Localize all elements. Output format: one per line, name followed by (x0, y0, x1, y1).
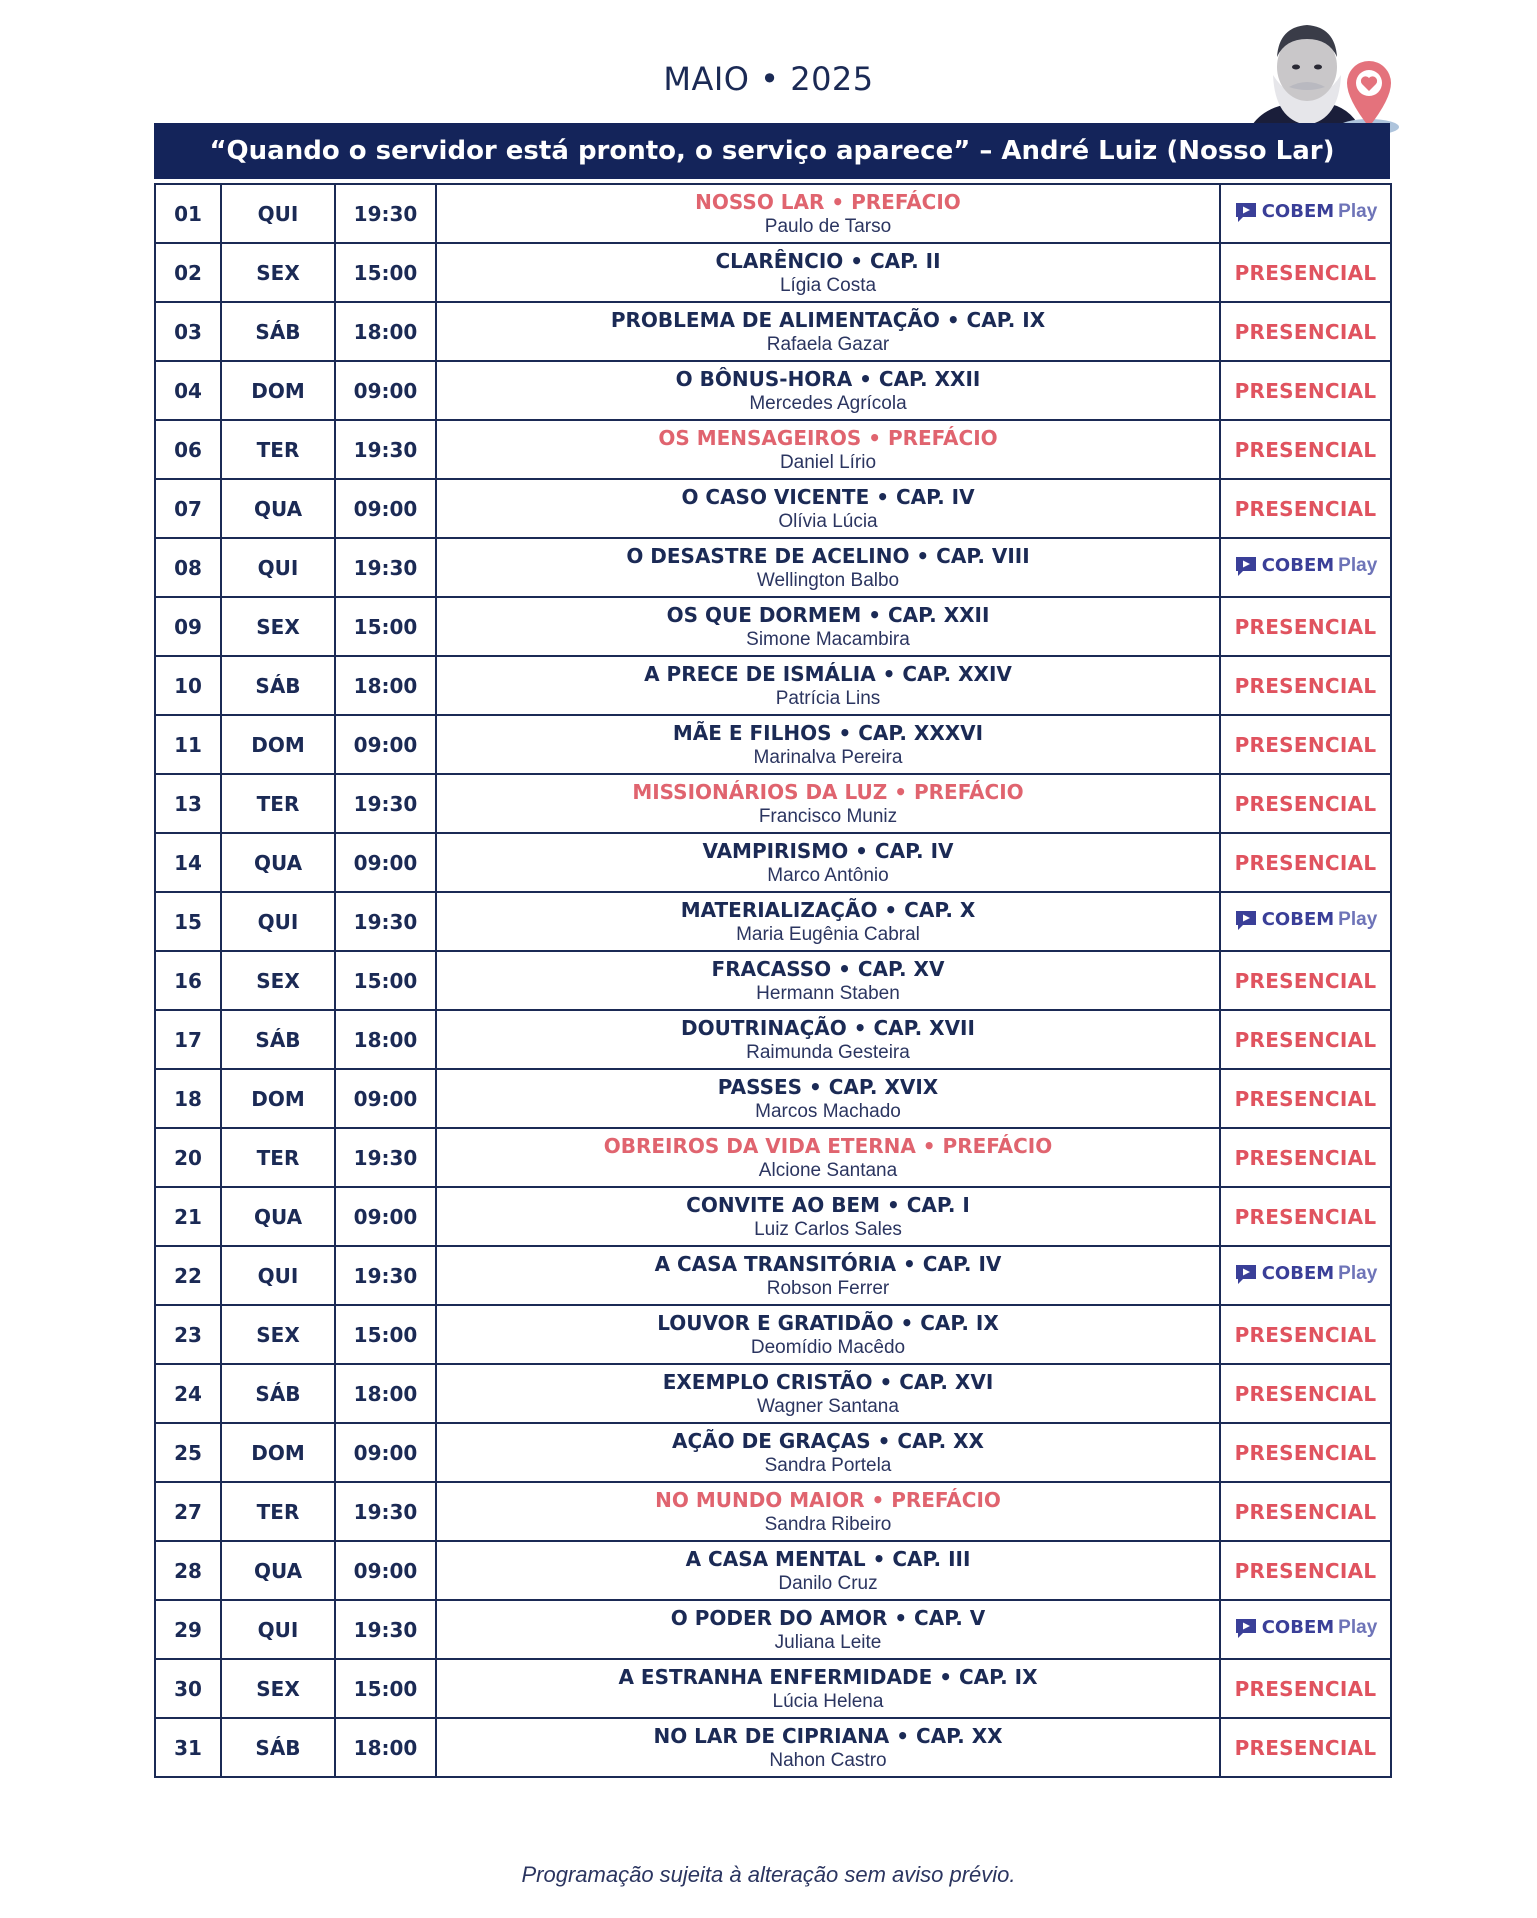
weekday-cell: DOM (221, 361, 335, 420)
speaker-name: Daniel Lírio (779, 451, 877, 473)
topic-title: NOSSO LAR • PREFÁCIO (695, 189, 961, 214)
speaker-name: Mercedes Agrícola (749, 392, 907, 414)
topic-cell (436, 892, 1220, 951)
mode-cell (1220, 715, 1391, 774)
weekday-cell: SÁB (221, 1010, 335, 1069)
topic-cell (436, 774, 1220, 833)
quote-banner: “Quando o servidor está pronto, o serviço aparece” – André Luiz (Nosso Lar) (154, 123, 1390, 179)
speaker-name: Lúcia Helena (772, 1690, 884, 1712)
topic-title: VAMPIRISMO • CAP. IV (702, 838, 954, 863)
cobem-suffix: Play (1338, 1616, 1378, 1638)
topic-title: O DESASTRE DE ACELINO • CAP. VIII (626, 543, 1030, 568)
time-cell: 19:30 (335, 1128, 436, 1187)
speaker-name: Marinalva Pereira (753, 746, 903, 768)
day-cell: 30 (155, 1659, 221, 1718)
day-cell: 15 (155, 892, 221, 951)
topic-cell (436, 715, 1220, 774)
day-cell: 31 (155, 1718, 221, 1777)
day-cell: 02 (155, 243, 221, 302)
day-cell: 27 (155, 1482, 221, 1541)
time-cell: 18:00 (335, 1010, 436, 1069)
presencial-label: PRESENCIAL (1234, 1440, 1377, 1465)
mode-cell (1220, 1305, 1391, 1364)
day-cell: 24 (155, 1364, 221, 1423)
topic-title: MÃE E FILHOS • CAP. XXXVI (672, 720, 984, 745)
cobem-brand: COBEM (1261, 909, 1335, 930)
mode-cell (1220, 243, 1391, 302)
cobem-brand: COBEM (1261, 1263, 1335, 1284)
speaker-name: Marco Antônio (767, 864, 889, 886)
day-cell: 23 (155, 1305, 221, 1364)
mode-cell (1220, 184, 1391, 243)
time-cell: 19:30 (335, 1246, 436, 1305)
cobem-play-logo (1234, 909, 1378, 931)
time-cell: 19:30 (335, 774, 436, 833)
mode-cell (1220, 420, 1391, 479)
cobem-suffix: Play (1338, 908, 1378, 930)
mode-cell (1220, 1718, 1391, 1777)
table-row (155, 1718, 1391, 1777)
weekday-cell: QUA (221, 1541, 335, 1600)
speaker-name: Hermann Staben (756, 982, 900, 1004)
time-cell: 19:30 (335, 184, 436, 243)
topic-title: OS QUE DORMEM • CAP. XXII (666, 602, 990, 627)
time-cell: 09:00 (335, 833, 436, 892)
weekday-cell: SÁB (221, 656, 335, 715)
presencial-label: PRESENCIAL (1234, 437, 1377, 462)
day-cell: 08 (155, 538, 221, 597)
mode-cell (1220, 656, 1391, 715)
table-row (155, 420, 1391, 479)
topic-title: MATERIALIZAÇÃO • CAP. X (680, 897, 976, 922)
speaker-name: Danilo Cruz (778, 1572, 878, 1594)
presencial-label: PRESENCIAL (1234, 1086, 1377, 1111)
table-row (155, 1246, 1391, 1305)
mode-cell (1220, 1010, 1391, 1069)
topic-title: FRACASSO • CAP. XV (711, 956, 945, 981)
cobem-play-logo (1234, 1263, 1378, 1285)
table-row (155, 1364, 1391, 1423)
chat-bubble-play-icon (1234, 1263, 1258, 1285)
time-cell: 19:30 (335, 538, 436, 597)
weekday-cell: DOM (221, 1423, 335, 1482)
mode-cell (1220, 1541, 1391, 1600)
speaker-name: Raimunda Gesteira (746, 1041, 910, 1063)
day-cell: 13 (155, 774, 221, 833)
mode-cell (1220, 833, 1391, 892)
mode-cell (1220, 1128, 1391, 1187)
table-row (155, 656, 1391, 715)
time-cell: 15:00 (335, 1305, 436, 1364)
speaker-name: Simone Macambira (746, 628, 910, 650)
table-row (155, 1128, 1391, 1187)
presencial-label: PRESENCIAL (1234, 732, 1377, 757)
chat-bubble-play-icon (1234, 909, 1258, 931)
topic-cell (436, 1010, 1220, 1069)
presencial-label: PRESENCIAL (1234, 1322, 1377, 1347)
table-row (155, 361, 1391, 420)
mode-cell (1220, 538, 1391, 597)
weekday-cell: SÁB (221, 302, 335, 361)
table-row (155, 243, 1391, 302)
topic-cell (436, 420, 1220, 479)
day-cell: 01 (155, 184, 221, 243)
page-title: MAIO • 2025 (663, 60, 874, 98)
mode-cell (1220, 774, 1391, 833)
speaker-name: Maria Eugênia Cabral (736, 923, 920, 945)
presencial-label: PRESENCIAL (1234, 378, 1377, 403)
presencial-label: PRESENCIAL (1234, 1027, 1377, 1052)
topic-title: MISSIONÁRIOS DA LUZ • PREFÁCIO (632, 779, 1024, 804)
day-cell: 22 (155, 1246, 221, 1305)
topic-cell (436, 361, 1220, 420)
day-cell: 16 (155, 951, 221, 1010)
mode-cell (1220, 302, 1391, 361)
weekday-cell: TER (221, 420, 335, 479)
topic-cell (436, 479, 1220, 538)
topic-title: DOUTRINAÇÃO • CAP. XVII (681, 1015, 975, 1040)
schedule-table (154, 183, 1392, 1778)
table-row (155, 479, 1391, 538)
time-cell: 19:30 (335, 892, 436, 951)
weekday-cell: DOM (221, 715, 335, 774)
presencial-label: PRESENCIAL (1234, 850, 1377, 875)
presencial-label: PRESENCIAL (1234, 1499, 1377, 1524)
topic-title: OS MENSAGEIROS • PREFÁCIO (658, 425, 998, 450)
table-row (155, 1482, 1391, 1541)
weekday-cell: SEX (221, 951, 335, 1010)
mode-cell (1220, 1069, 1391, 1128)
topic-title: A ESTRANHA ENFERMIDADE • CAP. IX (618, 1664, 1038, 1689)
time-cell: 19:30 (335, 1600, 436, 1659)
topic-title: PASSES • CAP. XVIX (717, 1074, 939, 1099)
time-cell: 09:00 (335, 715, 436, 774)
topic-cell (436, 1600, 1220, 1659)
topic-cell (436, 302, 1220, 361)
footer-note: Programação sujeita à alteração sem aviso prévio. (521, 1862, 1016, 1887)
time-cell: 09:00 (335, 361, 436, 420)
speaker-name: Patrícia Lins (775, 687, 881, 709)
table-row (155, 774, 1391, 833)
weekday-cell: QUI (221, 1246, 335, 1305)
mode-cell (1220, 361, 1391, 420)
topic-cell (436, 184, 1220, 243)
topic-title: A CASA MENTAL • CAP. III (685, 1546, 971, 1571)
day-cell: 21 (155, 1187, 221, 1246)
time-cell: 18:00 (335, 1364, 436, 1423)
weekday-cell: SÁB (221, 1364, 335, 1423)
topic-title: NO MUNDO MAIOR • PREFÁCIO (655, 1487, 1001, 1512)
topic-cell (436, 1718, 1220, 1777)
time-cell: 09:00 (335, 1187, 436, 1246)
mode-cell (1220, 951, 1391, 1010)
table-row (155, 892, 1391, 951)
bearded-man-portrait-icon (1235, 15, 1405, 140)
topic-cell (436, 1423, 1220, 1482)
topic-title: O PODER DO AMOR • CAP. V (670, 1605, 986, 1630)
presencial-label: PRESENCIAL (1234, 1381, 1377, 1406)
weekday-cell: SEX (221, 1659, 335, 1718)
time-cell: 15:00 (335, 597, 436, 656)
presencial-label: PRESENCIAL (1234, 319, 1377, 344)
time-cell: 09:00 (335, 1423, 436, 1482)
topic-title: EXEMPLO CRISTÃO • CAP. XVI (662, 1369, 994, 1394)
topic-title: A PRECE DE ISMÁLIA • CAP. XXIV (644, 661, 1012, 686)
cobem-suffix: Play (1338, 554, 1378, 576)
mode-cell (1220, 597, 1391, 656)
table-row (155, 1305, 1391, 1364)
topic-cell (436, 656, 1220, 715)
time-cell: 09:00 (335, 1069, 436, 1128)
weekday-cell: QUI (221, 184, 335, 243)
cobem-brand: COBEM (1261, 1617, 1335, 1638)
speaker-name: Juliana Leite (774, 1631, 882, 1653)
day-cell: 29 (155, 1600, 221, 1659)
presencial-label: PRESENCIAL (1234, 1676, 1377, 1701)
cobem-brand: COBEM (1261, 555, 1335, 576)
day-cell: 14 (155, 833, 221, 892)
mode-cell (1220, 1423, 1391, 1482)
time-cell: 15:00 (335, 1659, 436, 1718)
weekday-cell: SEX (221, 243, 335, 302)
presencial-label: PRESENCIAL (1234, 1735, 1377, 1760)
speaker-name: Alcione Santana (758, 1159, 898, 1181)
cobem-play-logo (1234, 201, 1378, 223)
time-cell: 15:00 (335, 243, 436, 302)
topic-cell (436, 951, 1220, 1010)
topic-title: A CASA TRANSITÓRIA • CAP. IV (654, 1251, 1002, 1276)
speaker-name: Lígia Costa (779, 274, 877, 296)
topic-title: PROBLEMA DE ALIMENTAÇÃO • CAP. IX (610, 307, 1046, 332)
day-cell: 25 (155, 1423, 221, 1482)
time-cell: 18:00 (335, 302, 436, 361)
cobem-suffix: Play (1338, 200, 1378, 222)
table-row (155, 1187, 1391, 1246)
chat-bubble-play-icon (1234, 1617, 1258, 1639)
day-cell: 06 (155, 420, 221, 479)
topic-cell (436, 1128, 1220, 1187)
weekday-cell: SEX (221, 1305, 335, 1364)
speaker-name: Nahon Castro (769, 1749, 887, 1771)
time-cell: 19:30 (335, 1482, 436, 1541)
chat-bubble-play-icon (1234, 555, 1258, 577)
topic-title: O BÔNUS-HORA • CAP. XXII (675, 366, 981, 391)
time-cell: 18:00 (335, 1718, 436, 1777)
speaker-name: Wellington Balbo (756, 569, 900, 591)
speaker-name: Wagner Santana (757, 1395, 899, 1417)
presencial-label: PRESENCIAL (1234, 968, 1377, 993)
topic-cell (436, 1305, 1220, 1364)
weekday-cell: TER (221, 1482, 335, 1541)
speaker-name: Olívia Lúcia (778, 510, 878, 532)
day-cell: 11 (155, 715, 221, 774)
topic-title: AÇÃO DE GRAÇAS • CAP. XX (672, 1428, 984, 1453)
mode-cell (1220, 1600, 1391, 1659)
time-cell: 19:30 (335, 420, 436, 479)
speaker-name: Paulo de Tarso (764, 215, 892, 237)
table-row (155, 1423, 1391, 1482)
weekday-cell: TER (221, 1128, 335, 1187)
topic-cell (436, 1069, 1220, 1128)
topic-title: NO LAR DE CIPRIANA • CAP. XX (653, 1723, 1003, 1748)
topic-cell (436, 1482, 1220, 1541)
weekday-cell: DOM (221, 1069, 335, 1128)
speaker-name: Luiz Carlos Sales (754, 1218, 902, 1240)
day-cell: 09 (155, 597, 221, 656)
presencial-label: PRESENCIAL (1234, 496, 1377, 521)
table-row (155, 538, 1391, 597)
presencial-label: PRESENCIAL (1234, 1204, 1377, 1229)
cobem-brand: COBEM (1261, 201, 1335, 222)
table-row (155, 302, 1391, 361)
time-cell: 09:00 (335, 479, 436, 538)
presencial-label: PRESENCIAL (1234, 614, 1377, 639)
presencial-label: PRESENCIAL (1234, 791, 1377, 816)
table-row (155, 1659, 1391, 1718)
table-row (155, 184, 1391, 243)
weekday-cell: QUA (221, 833, 335, 892)
weekday-cell: QUI (221, 538, 335, 597)
weekday-cell: QUI (221, 892, 335, 951)
topic-title: O CASO VICENTE • CAP. IV (681, 484, 975, 509)
topic-cell (436, 1246, 1220, 1305)
table-row (155, 715, 1391, 774)
topic-title: LOUVOR E GRATIDÃO • CAP. IX (657, 1310, 999, 1335)
topic-cell (436, 1659, 1220, 1718)
mode-cell (1220, 1482, 1391, 1541)
presencial-label: PRESENCIAL (1234, 1145, 1377, 1170)
cobem-suffix: Play (1338, 1262, 1378, 1284)
weekday-cell: QUA (221, 479, 335, 538)
topic-title: CLARÊNCIO • CAP. II (715, 248, 941, 273)
table-row (155, 1600, 1391, 1659)
day-cell: 07 (155, 479, 221, 538)
time-cell: 18:00 (335, 656, 436, 715)
mode-cell (1220, 1659, 1391, 1718)
speaker-name: Sandra Portela (764, 1454, 892, 1476)
day-cell: 10 (155, 656, 221, 715)
presencial-label: PRESENCIAL (1234, 1558, 1377, 1583)
topic-cell (436, 597, 1220, 656)
time-cell: 15:00 (335, 951, 436, 1010)
speaker-name: Marcos Machado (755, 1100, 901, 1122)
mode-cell (1220, 479, 1391, 538)
day-cell: 20 (155, 1128, 221, 1187)
weekday-cell: QUI (221, 1600, 335, 1659)
topic-cell (436, 1364, 1220, 1423)
table-row (155, 951, 1391, 1010)
table-row (155, 597, 1391, 656)
day-cell: 04 (155, 361, 221, 420)
topic-cell (436, 1541, 1220, 1600)
table-row (155, 1069, 1391, 1128)
weekday-cell: QUA (221, 1187, 335, 1246)
topic-cell (436, 833, 1220, 892)
topic-cell (436, 243, 1220, 302)
table-row (155, 1541, 1391, 1600)
mode-cell (1220, 892, 1391, 951)
day-cell: 28 (155, 1541, 221, 1600)
topic-title: CONVITE AO BEM • CAP. I (686, 1192, 970, 1217)
cobem-play-logo (1234, 1617, 1378, 1639)
table-row (155, 1010, 1391, 1069)
day-cell: 17 (155, 1010, 221, 1069)
presencial-label: PRESENCIAL (1234, 260, 1377, 285)
speaker-name: Francisco Muniz (758, 805, 898, 827)
weekday-cell: SÁB (221, 1718, 335, 1777)
speaker-name: Deomídio Macêdo (750, 1336, 906, 1358)
weekday-cell: SEX (221, 597, 335, 656)
table-row (155, 833, 1391, 892)
mode-cell (1220, 1187, 1391, 1246)
cobem-play-logo (1234, 555, 1378, 577)
time-cell: 09:00 (335, 1541, 436, 1600)
day-cell: 03 (155, 302, 221, 361)
topic-title: OBREIROS DA VIDA ETERNA • PREFÁCIO (603, 1133, 1053, 1158)
mode-cell (1220, 1246, 1391, 1305)
topic-cell (436, 538, 1220, 597)
topic-cell (436, 1187, 1220, 1246)
weekday-cell: TER (221, 774, 335, 833)
presencial-label: PRESENCIAL (1234, 673, 1377, 698)
mode-cell (1220, 1364, 1391, 1423)
chat-bubble-play-icon (1234, 201, 1258, 223)
day-cell: 18 (155, 1069, 221, 1128)
speaker-name: Sandra Ribeiro (764, 1513, 892, 1535)
speaker-name: Robson Ferrer (766, 1277, 890, 1299)
speaker-name: Rafaela Gazar (766, 333, 890, 355)
